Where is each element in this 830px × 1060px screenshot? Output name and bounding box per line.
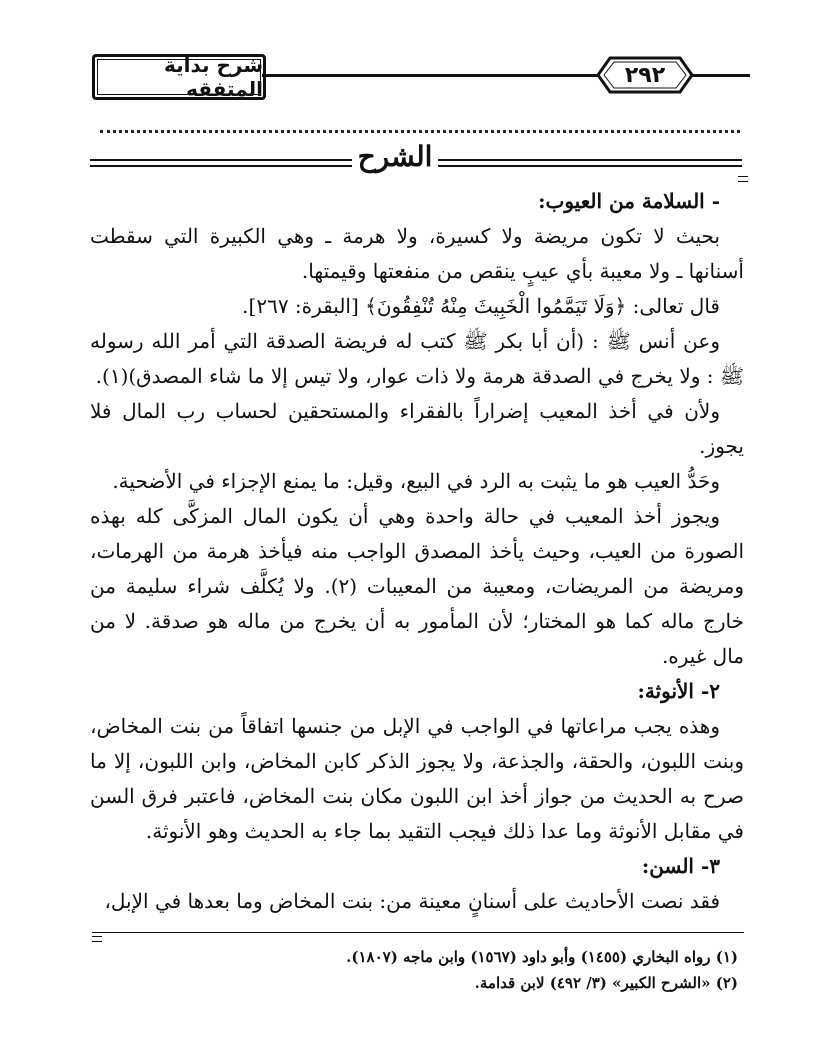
- paragraph: بحيث لا تكون مريضة ولا كسيرة، ولا هرمة ـ وهي الكبيرة التي سقطت أسنانها ـ ولا معيبة بأي عيبٍ ينقص من منفعتها وقيمتها.: [90, 224, 744, 283]
- header-rule-left: [262, 74, 600, 77]
- subheading-soundness: - السلامة من العيوب:: [538, 189, 720, 213]
- footnote-1: (١) رواه البخاري (١٤٥٥) وأبو داود (١٥٦٧) وابن ماجه (١٨٠٧).: [346, 948, 738, 966]
- margin-mark-top: [738, 176, 748, 182]
- header-rule-right: [690, 74, 750, 77]
- paragraph: ولأن في أخذ المعيب إضراراً بالفقراء والمستحقين لحساب رب المال فلا يجوز.: [90, 399, 744, 458]
- paragraph: وحَدُّ العيب هو ما يثبت به الرد في البيع، وقيل: ما يمنع الإجزاء في الأضحية.: [112, 469, 720, 493]
- section-title: الشرح: [357, 140, 433, 173]
- dotted-separator: [100, 118, 740, 133]
- subheading-femininity: ٢- الأنوثة:: [637, 679, 720, 703]
- paragraph: ويجوز أخذ المعيب في حالة واحدة وهي أن يكون المال المزكَّى كله بهذه الصورة من العيب، وحيث يأخذ المصدق الواجب منه فيأخذ هرمة من الهرمات، ومريضة من المريضات، ومعيبة من المعيبات (٢). ولا يُكلَّف شراء سليمة من خارج ماله كما هو المختار؛ لأن المأمور به أن يخرج من ماله هو صدقة. لا من مال غيره.: [90, 504, 745, 668]
- book-title: شرح بداية المتفقه: [163, 53, 263, 101]
- footnotes: [90, 944, 744, 996]
- subheading-age: ٣- السن:: [641, 854, 720, 878]
- hadith-paragraph: وعن أنس ﷺ : (أن أبا بكر ﷺ كتب له فريضة الصدقة التي أمر الله رسوله ﷺ : ولا يخرج في الصدقة هرمة ولا ذات عوار، ولا تيس إلا ما شاء المصدق)(١).: [90, 329, 744, 388]
- paragraph: فقد نصت الأحاديث على أسنانٍ معينة من: بنت المخاض وما بعدها في الإبل،: [104, 889, 720, 913]
- body-text: [90, 184, 744, 919]
- quran-verse-paragraph: قال تعالى: ﴿وَلَا تَيَمَّمُوا الْخَبِيثَ مِنْهُ تُنْفِقُونَ﴾ [البقرة: ٢٦٧].: [242, 294, 720, 318]
- footnote-2: (٢) «الشرح الكبير» (٣/ ٤٩٢) لابن قدامة.: [474, 974, 738, 992]
- section-rule-left: [90, 159, 352, 167]
- footnote-separator: [92, 932, 744, 933]
- paragraph: وهذه يجب مراعاتها في الواجب في الإبل من جنسها اتفاقاً من بنت المخاض، وبنت اللبون، والحقة، والجذعة، ولا يجوز الذكر كابن المخاض، وابن اللبون، إلا ما صرح به الحديث من جواز أخذ ابن اللبون مكان بنت المخاض، فاعتبر فرق السن في مقابل الأنوثة وما عدا ذلك فيجب التقيد بما جاء به الحديث وهو الأنوثة.: [90, 714, 744, 843]
- page-number: ٢٩٢: [624, 62, 666, 88]
- section-rule-right: [438, 159, 742, 167]
- page-number-badge: [596, 54, 694, 96]
- margin-mark-bottom: [92, 936, 102, 942]
- book-title-box: [92, 54, 266, 100]
